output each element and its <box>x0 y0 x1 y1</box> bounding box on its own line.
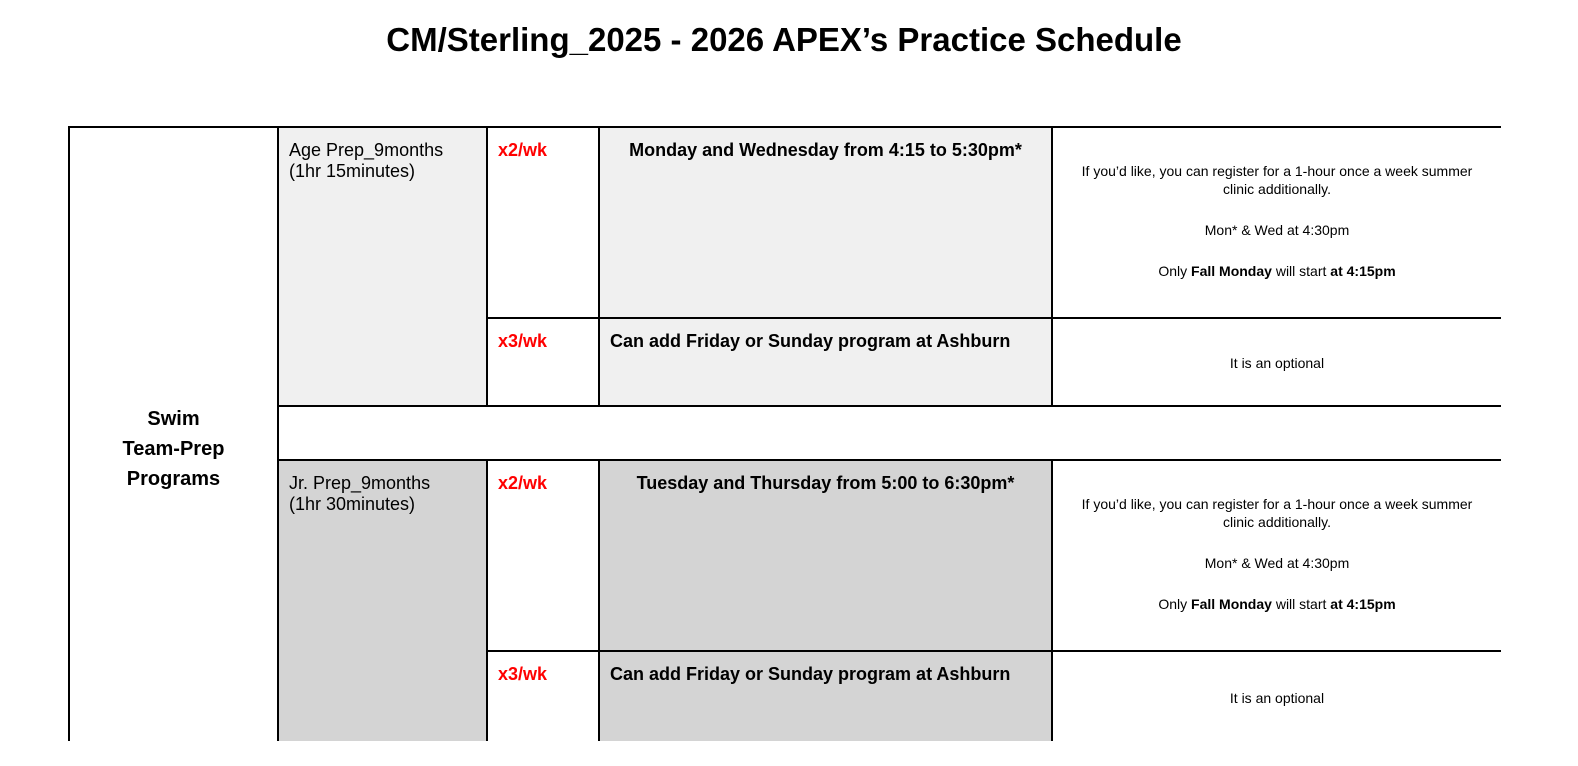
schedule-cell: Can add Friday or Sunday program at Ashburn <box>600 319 1053 407</box>
note-intro: If you’d like, you can register for a 1-hour once a week summer clinic additionally. <box>1081 163 1473 197</box>
note-only-mid: will start <box>1271 263 1331 279</box>
note-times: Mon* & Wed at 4:30pm <box>1204 222 1350 238</box>
category-label <box>123 376 225 494</box>
note-only <box>1077 262 1477 280</box>
schedule-cell: Tuesday and Thursday from 5:00 to 6:30pm* <box>600 461 1053 652</box>
category-line-2: Team-Prep <box>122 437 225 460</box>
spacer-row <box>279 407 1501 461</box>
category-line-1: Swim <box>147 407 200 430</box>
program-name-line-2: (1hr 15minutes) <box>289 161 416 181</box>
schedule-table <box>68 126 1501 741</box>
category-cell <box>70 128 279 741</box>
note-cell <box>1053 461 1501 652</box>
page-title: CM/Sterling_2025 - 2026 APEX’s Practice Schedule <box>386 21 1182 58</box>
note-only <box>1077 595 1477 613</box>
note-only-bold-2: at 4:15pm <box>1330 596 1396 612</box>
program-name-line-1: Jr. Prep_9months <box>289 473 431 493</box>
category-line-3: Programs <box>126 467 221 490</box>
note-only-bold-2: at 4:15pm <box>1330 263 1396 279</box>
program-name-age-prep <box>279 128 488 407</box>
note-times: Mon* & Wed at 4:30pm <box>1204 555 1350 571</box>
frequency-cell: x2/wk <box>488 461 600 652</box>
note-only-bold-1: Fall Monday <box>1191 596 1272 612</box>
note-cell <box>1053 128 1501 319</box>
frequency-cell: x3/wk <box>488 652 600 741</box>
frequency-cell: x3/wk <box>488 319 600 407</box>
schedule-cell: Can add Friday or Sunday program at Ashburn <box>600 652 1053 741</box>
program-name-line-1: Age Prep_9months <box>289 140 444 160</box>
note-only-prefix: Only <box>1158 596 1192 612</box>
note-optional: It is an optional <box>1053 652 1501 741</box>
schedule-cell: Monday and Wednesday from 4:15 to 5:30pm* <box>600 128 1053 319</box>
note-only-mid: will start <box>1271 596 1331 612</box>
program-name-jr-prep <box>279 461 488 741</box>
note-only-bold-1: Fall Monday <box>1191 263 1272 279</box>
program-name-line-2: (1hr 30minutes) <box>289 494 416 514</box>
frequency-cell: x2/wk <box>488 128 600 319</box>
note-intro: If you’d like, you can register for a 1-hour once a week summer clinic additionally. <box>1081 496 1473 530</box>
note-optional: It is an optional <box>1053 319 1501 407</box>
note-only-prefix: Only <box>1158 263 1192 279</box>
